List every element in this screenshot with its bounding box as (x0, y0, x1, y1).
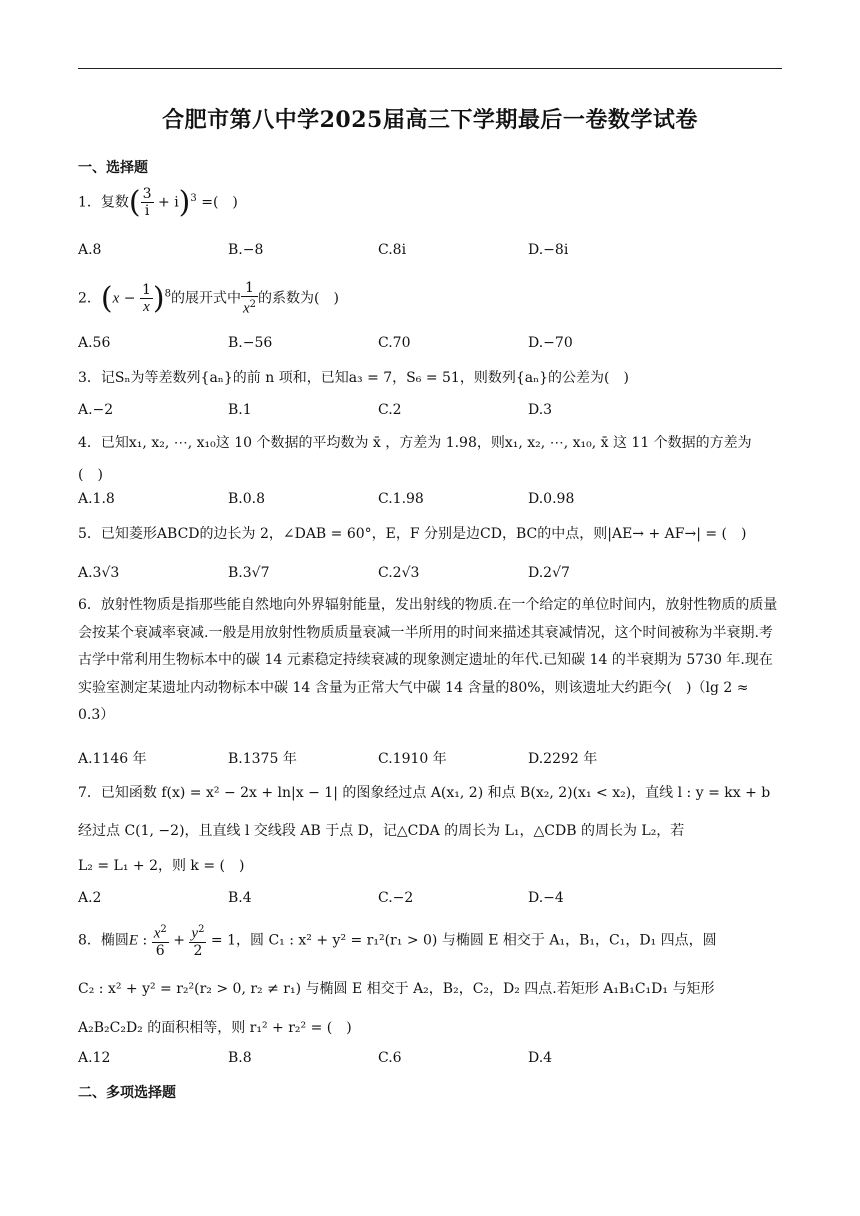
question-1-options (78, 242, 782, 262)
option-b[interactable]: B.−56 (228, 335, 273, 351)
option-b[interactable]: B.8 (228, 1050, 252, 1066)
section-heading-choice: 一、选择题 (78, 160, 148, 176)
option-c[interactable]: C.1.98 (378, 491, 424, 507)
option-a[interactable]: A.1146 年 (78, 751, 147, 767)
question-7-options (78, 890, 782, 910)
option-b[interactable]: B.1 (228, 402, 252, 418)
option-c[interactable]: C.2√3 (378, 565, 420, 581)
question-7-line-3: L₂ = L₁ + 2，则 k = ( ) (78, 858, 245, 874)
question-4-options (78, 491, 782, 511)
option-d[interactable]: D.0.98 (528, 491, 575, 507)
section-heading-multi-choice: 二、多项选择题 (78, 1085, 176, 1101)
question-6-options (78, 748, 782, 768)
option-a[interactable]: A.8 (78, 242, 102, 258)
question-5-options (78, 565, 782, 585)
option-b[interactable]: B.1375 年 (228, 751, 297, 767)
option-a[interactable]: A.12 (78, 1050, 111, 1066)
option-a[interactable]: A.56 (78, 335, 111, 351)
question-8-options (78, 1050, 782, 1070)
option-c[interactable]: C.−2 (378, 890, 414, 906)
option-a[interactable]: A.1.8 (78, 491, 115, 507)
question-7-line-1: 7．已知函数 f(x) = x² − 2x + ln|x − 1| 的图象经过点 A(x₁, 2) 和点 B(x₂, 2)(x₁ < x₂)，直线 l : y = kx + b (78, 785, 771, 801)
question-8-line-3: A₂B₂C₂D₂ 的面积相等，则 r₁² + r₂² = ( ) (78, 1020, 352, 1036)
option-c[interactable]: C.6 (378, 1050, 402, 1066)
option-b[interactable]: B.0.8 (228, 491, 266, 507)
option-a[interactable]: A.2 (78, 890, 102, 906)
question-6: 6．放射性物质是指那些能自然地向外界辐射能量，发出射线的物质.在一个给定的单位时间内，放射性物质的质量会按某个衰减率衰减.一般是用放射性物质质量衰减一半所用的时间来描述其衰减情况，这个时间被称为半衰期.考古学中常利用生物标本中的碳 14 元素稳定持续衰减的现象测定遗址的年代.已知碳 14 的半衰期为 5730 年.现在实验室测定某遗址内动物标本中碳 14 含量为正常大气中碳 14 含量的80%，则该遗址大约距今( )（lg 2 ≈ 0.3） (78, 597, 778, 723)
question-3: 3．记Sₙ为等差数列{aₙ}的前 n 项和，已知a₃ = 7，S₆ = 51，则数列{aₙ}的公差为( ) (78, 370, 629, 386)
option-b[interactable]: B.4 (228, 890, 252, 906)
option-c[interactable]: C.8i (378, 242, 407, 258)
option-d[interactable]: D.2292 年 (528, 751, 598, 767)
question-8-line-1: 8．椭圆E : $\frac{x^2}{6}$ + $\frac{y^2}{2}$ = 1，圆 C₁ : x² + y² = r₁²(r₁ > 0) 与椭圆 E 相交于 A₁，B₁，C₁，D₁ 四点，圆 (78, 924, 717, 959)
question-4-continued: ( ) (78, 467, 103, 483)
option-b[interactable]: B.−8 (228, 242, 264, 258)
option-c[interactable]: C.1910 年 (378, 751, 447, 767)
question-2: 2．(x − $\frac{1}{x}$ )$^8$的展开式中 $\frac{1}{x^2}$ 的系数为( ) (78, 280, 339, 317)
option-d[interactable]: D.−4 (528, 890, 564, 906)
option-a[interactable]: A.3√3 (78, 565, 120, 581)
option-d[interactable]: D.−70 (528, 335, 573, 351)
question-3-options (78, 402, 782, 422)
question-8-line-2: C₂ : x² + y² = r₂²(r₂ > 0, r₂ ≠ r₁) 与椭圆 E 相交于 A₂，B₂，C₂，D₂ 四点.若矩形 A₁B₁C₁D₁ 与矩形 (78, 981, 715, 997)
option-b[interactable]: B.3√7 (228, 565, 270, 581)
question-4: 4．已知x₁, x₂, ⋯, x₁₀这 10 个数据的平均数为 x̄ ，方差为 1.98，则x₁, x₂, ⋯, x₁₀, x̄ 这 11 个数据的方差为 (78, 435, 752, 451)
question-5: 5．已知菱形ABCD的边长为 2，∠DAB = 60°，E，F 分别是边CD，BC的中点，则|AE→ + AF→| = ( ) (78, 526, 747, 542)
option-d[interactable]: D.2√7 (528, 565, 570, 581)
option-d[interactable]: D.4 (528, 1050, 553, 1066)
top-rule (78, 68, 782, 69)
question-7-line-2: 经过点 C(1, −2)，且直线 l 交线段 AB 于点 D，记△CDA 的周长为 L₁，△CDB 的周长为 L₂，若 (78, 823, 685, 839)
option-c[interactable]: C.70 (378, 335, 411, 351)
option-d[interactable]: D.3 (528, 402, 553, 418)
question-1: 1．复数( $\frac{3}{i}$ + i)$^3$ =( ) (78, 185, 238, 220)
question-2-options (78, 335, 782, 355)
option-a[interactable]: A.−2 (78, 402, 114, 418)
option-c[interactable]: C.2 (378, 402, 402, 418)
option-d[interactable]: D.−8i (528, 242, 569, 258)
exam-title: 合肥市第八中学2025届高三下学期最后一卷数学试卷 (162, 107, 698, 133)
